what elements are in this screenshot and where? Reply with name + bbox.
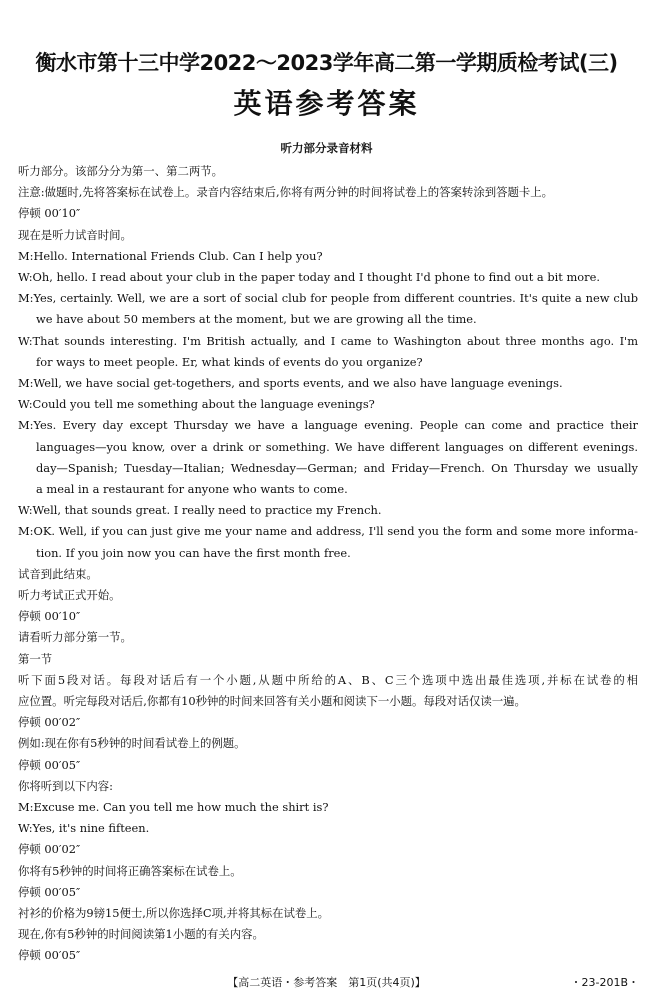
text-line: 停顿 00′05″: [18, 884, 81, 899]
dialogue-line: M:Hello. International Friends Club. Can I help you?: [18, 248, 323, 263]
dialogue-line: day—Spanish; Tuesday—Italian; Wednesday—German; and Friday—French. On Thursday we usually: [36, 460, 638, 475]
text-line: 第一节: [18, 651, 53, 666]
text-line: 听力部分。该部分分为第一、第二两节。: [18, 164, 224, 178]
dialogue-line: M:OK. Well, if you can just give me your name and address, I'll send you the form and some more informa-: [18, 524, 638, 539]
dialogue-line: we have about 50 members at the moment, but we are growing all the time.: [36, 312, 477, 327]
text-line: 试音到此结束。: [18, 566, 98, 581]
section-title: 听力部分录音材料: [280, 141, 373, 155]
text-line: 应位置。听完每段对话后,你都有10秒钟的时间来回答有关小题和阅读下一小题。每段对话仅读一遍。: [18, 693, 526, 708]
footer-code: ・23-201B・: [570, 976, 639, 989]
page-footer: [0, 974, 653, 994]
page-title: 英语参考答案: [233, 87, 420, 120]
text-line: 停顿 00′10″: [18, 206, 81, 221]
text-line: 停顿 00′05″: [18, 757, 81, 772]
text-line: 停顿 00′05″: [18, 948, 81, 963]
text-line: 你将听到以下内容:: [18, 778, 113, 793]
dialogue-line: W:That sounds interesting. I'm British actually, and I came to Washington about three months ago. I'm: [18, 333, 638, 348]
dialogue-line: M:Well, we have social get-togethers, and sports events, and we also have language evenings.: [18, 376, 563, 390]
footer-page-info: 【高二英语・参考答案 第1页(共4页)】: [227, 976, 426, 989]
dialogue-line: M:Yes, certainly. Well, we are a sort of social club for people from different countries. It's quite a new club: [18, 291, 638, 306]
text-line: 现在是听力试音时间。: [18, 227, 132, 242]
text-line: 听力考试正式开始。: [18, 587, 121, 602]
dialogue-line: languages—you know, over a drink or something. We have different languages on different evenings.: [36, 439, 638, 454]
transcript-body: [18, 161, 638, 967]
text-line: 衬衫的价格为9镑15便士,所以你选择C项,并将其标在试卷上。: [18, 906, 330, 920]
dialogue-line: M:Yes. Every day except Thursday we have a language evening. People can come and practice their: [18, 418, 638, 433]
text-line: 现在,你有5秒钟的时间阅读第1小题的有关内容。: [18, 927, 264, 942]
exam-title: 衡水市第十三中学2022～2023学年高二第一学期质检考试(三): [35, 51, 618, 75]
text-line: 停顿 00′10″: [18, 609, 81, 624]
dialogue-line: a meal in a restaurant for anyone who wants to come.: [36, 481, 348, 496]
dialogue-line: for ways to meet people. Er, what kinds of events do you organize?: [36, 354, 423, 369]
dialogue-line: W:Oh, hello. I read about your club in the paper today and I thought I'd phone to find out a bit more.: [18, 270, 600, 285]
text-line: 例如:现在你有5秒钟的时间看试卷上的例题。: [18, 736, 246, 751]
text-line: 停顿 00′02″: [18, 842, 81, 857]
text-line: 请看听力部分第一节。: [18, 630, 132, 645]
dialogue-line: W:Yes, it's nine fifteen.: [18, 821, 150, 836]
text-line: 停顿 00′02″: [18, 715, 81, 730]
text-line: 你将有5秒钟的时间将正确答案标在试卷上。: [18, 863, 242, 878]
text-line: 听下面5段对话。每段对话后有一个小题,从题中所给的A、B、C三个选项中选出最佳选项,并标在试卷的相: [18, 672, 638, 687]
dialogue-line: tion. If you join now you can have the first month free.: [36, 545, 351, 560]
text-line: 注意:做题时,先将答案标在试卷上。录音内容结束后,你将有两分钟的时间将试卷上的答案转涂到答题卡上。: [18, 185, 554, 200]
dialogue-line: W:Could you tell me something about the language evenings?: [18, 397, 375, 412]
dialogue-line: M:Excuse me. Can you tell me how much the shirt is?: [18, 799, 329, 814]
dialogue-line: W:Well, that sounds great. I really need to practice my French.: [18, 503, 382, 518]
